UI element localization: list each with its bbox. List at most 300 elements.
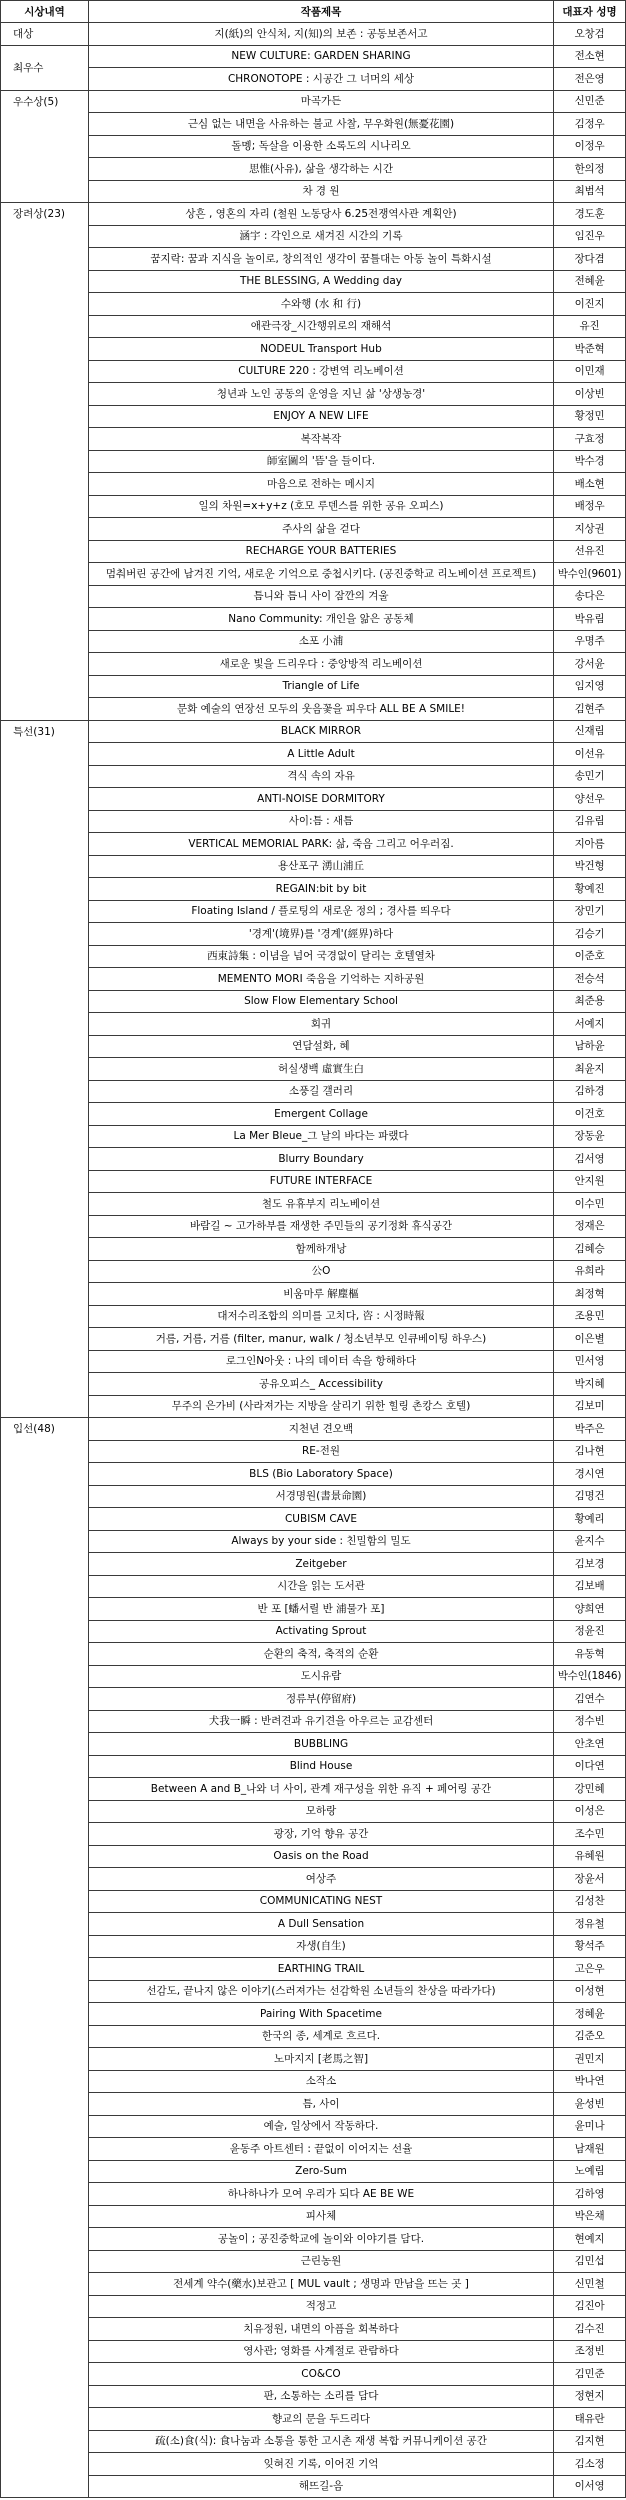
table-row bbox=[1, 653, 626, 676]
header-award: 시상내역 bbox=[1, 1, 89, 23]
table-row bbox=[1, 563, 626, 586]
table-row bbox=[1, 765, 626, 788]
work-title-cell: Pairing With Spacetime bbox=[89, 2003, 554, 2026]
work-title-cell: 선감도, 끝나지 않은 이야기(스러져가는 선감학원 소년들의 찬상을 따라가다) bbox=[89, 1980, 554, 2003]
work-title-cell: 돌멩; 독살을 이용한 소록도의 시나리오 bbox=[89, 135, 554, 158]
representative-name-cell: 김명건 bbox=[554, 1485, 626, 1508]
representative-name-cell: 이서영 bbox=[554, 2475, 626, 2498]
work-title-cell: Activating Sprout bbox=[89, 1620, 554, 1643]
representative-name-cell: 김승기 bbox=[554, 923, 626, 946]
representative-name-cell: 정윤진 bbox=[554, 1620, 626, 1643]
work-title-cell: 여상주 bbox=[89, 1868, 554, 1891]
representative-name-cell: 오창검 bbox=[554, 23, 626, 46]
work-title-cell: CHRONOTOPE : 시공간 그 너머의 세상 bbox=[89, 68, 554, 91]
table-row bbox=[1, 833, 626, 856]
table-row bbox=[1, 1350, 626, 1373]
work-title-cell: 근린농원 bbox=[89, 2250, 554, 2273]
representative-name-cell: 김민준 bbox=[554, 2363, 626, 2386]
representative-name-cell: 안초연 bbox=[554, 1733, 626, 1756]
representative-name-cell: 우명주 bbox=[554, 630, 626, 653]
work-title-cell: 한국의 종, 세계로 흐르다. bbox=[89, 2025, 554, 2048]
representative-name-cell: 이선유 bbox=[554, 743, 626, 766]
representative-name-cell: 윤지수 bbox=[554, 1530, 626, 1553]
table-row bbox=[1, 810, 626, 833]
work-title-cell: 광장, 기억 향유 공간 bbox=[89, 1823, 554, 1846]
work-title-cell: 해뜨길-음 bbox=[89, 2475, 554, 2498]
representative-name-cell: 전은영 bbox=[554, 68, 626, 91]
work-title-cell: 犬我一瞬 : 반려견과 유기견을 아우르는 교감센터 bbox=[89, 1710, 554, 1733]
work-title-cell: 주사의 삶을 걷다 bbox=[89, 518, 554, 541]
table-header-row bbox=[1, 1, 626, 23]
work-title-cell: Always by your side : 친밀함의 밀도 bbox=[89, 1530, 554, 1553]
work-title-cell: REGAIN:bit by bit bbox=[89, 878, 554, 901]
table-row bbox=[1, 1125, 626, 1148]
table-row bbox=[1, 45, 626, 68]
representative-name-cell: 조정빈 bbox=[554, 2340, 626, 2363]
table-row bbox=[1, 2183, 626, 2206]
table-row bbox=[1, 1328, 626, 1351]
representative-name-cell: 강서윤 bbox=[554, 653, 626, 676]
work-title-cell: 하나하나가 모여 우리가 되다 AE BE WE bbox=[89, 2183, 554, 2206]
representative-name-cell: 태유란 bbox=[554, 2408, 626, 2431]
table-row bbox=[1, 2205, 626, 2228]
work-title-cell: CUBISM CAVE bbox=[89, 1508, 554, 1531]
work-title-cell: 차 경 원 bbox=[89, 180, 554, 203]
representative-name-cell: 서예지 bbox=[554, 1013, 626, 1036]
representative-name-cell: 박나연 bbox=[554, 2070, 626, 2093]
table-row bbox=[1, 180, 626, 203]
award-category-cell: 장려상(23) bbox=[1, 203, 89, 721]
table-row bbox=[1, 2025, 626, 2048]
work-title-cell: 思惟(사유), 삶을 생각하는 시간 bbox=[89, 158, 554, 181]
representative-name-cell: 박수인(1846) bbox=[554, 1665, 626, 1688]
table-row bbox=[1, 608, 626, 631]
work-title-cell: BUBBLING bbox=[89, 1733, 554, 1756]
table-row bbox=[1, 1553, 626, 1576]
table-row bbox=[1, 1395, 626, 1418]
representative-name-cell: 정현지 bbox=[554, 2385, 626, 2408]
representative-name-cell: 정재은 bbox=[554, 1215, 626, 1238]
table-row bbox=[1, 248, 626, 271]
table-row bbox=[1, 1238, 626, 1261]
representative-name-cell: 김혜승 bbox=[554, 1238, 626, 1261]
representative-name-cell: 이은별 bbox=[554, 1328, 626, 1351]
table-row bbox=[1, 1463, 626, 1486]
work-title-cell: 근심 없는 내면을 사유하는 불교 사찰, 무우화원(無憂花園) bbox=[89, 113, 554, 136]
work-title-cell: 疏(소)食(식): 食나눔과 소통을 통한 고시촌 재생 복합 커뮤니케이션 공간 bbox=[89, 2430, 554, 2453]
work-title-cell: 틈니와 틈니 사이 잠깐의 겨울 bbox=[89, 585, 554, 608]
representative-name-cell: 이정우 bbox=[554, 135, 626, 158]
representative-name-cell: 임진우 bbox=[554, 225, 626, 248]
representative-name-cell: 유동혁 bbox=[554, 1643, 626, 1666]
representative-name-cell: 송민기 bbox=[554, 765, 626, 788]
representative-name-cell: 권민지 bbox=[554, 2048, 626, 2071]
representative-name-cell: 배정우 bbox=[554, 495, 626, 518]
representative-name-cell: 임지영 bbox=[554, 675, 626, 698]
table-row bbox=[1, 1193, 626, 1216]
work-title-cell: 피사체 bbox=[89, 2205, 554, 2228]
representative-name-cell: 정유철 bbox=[554, 1913, 626, 1936]
work-title-cell: Zero-Sum bbox=[89, 2160, 554, 2183]
representative-name-cell: 조수민 bbox=[554, 1823, 626, 1846]
work-title-cell: 모하랑 bbox=[89, 1800, 554, 1823]
table-row bbox=[1, 1440, 626, 1463]
table-row bbox=[1, 1598, 626, 1621]
work-title-cell: 청년과 노인 공동의 운영을 지닌 삶 '상생농경' bbox=[89, 383, 554, 406]
table-row bbox=[1, 1913, 626, 1936]
table-row bbox=[1, 2295, 626, 2318]
representative-name-cell: 이성현 bbox=[554, 1980, 626, 2003]
work-title-cell: 복작복작 bbox=[89, 428, 554, 451]
work-title-cell: 잊혀진 기록, 이어진 기억 bbox=[89, 2453, 554, 2476]
representative-name-cell: 신재림 bbox=[554, 720, 626, 743]
table-row bbox=[1, 360, 626, 383]
work-title-cell: BLS (Bio Laboratory Space) bbox=[89, 1463, 554, 1486]
table-row bbox=[1, 1035, 626, 1058]
work-title-cell: Emergent Collage bbox=[89, 1103, 554, 1126]
table-row bbox=[1, 1868, 626, 1891]
table-row bbox=[1, 338, 626, 361]
table-row bbox=[1, 2160, 626, 2183]
representative-name-cell: 경시연 bbox=[554, 1463, 626, 1486]
table-row bbox=[1, 1733, 626, 1756]
work-title-cell: 자생(自生) bbox=[89, 1935, 554, 1958]
work-title-cell: 소작소 bbox=[89, 2070, 554, 2093]
table-row bbox=[1, 900, 626, 923]
table-row bbox=[1, 788, 626, 811]
representative-name-cell: 박은채 bbox=[554, 2205, 626, 2228]
work-title-cell: 정류부(停留府) bbox=[89, 1688, 554, 1711]
work-title-cell: 공놀이 ; 공진중학교에 놀이와 이야기를 담다. bbox=[89, 2228, 554, 2251]
table-row bbox=[1, 135, 626, 158]
table-row bbox=[1, 2228, 626, 2251]
table-row bbox=[1, 1845, 626, 1868]
table-row bbox=[1, 158, 626, 181]
table-row bbox=[1, 23, 626, 46]
table-row bbox=[1, 1643, 626, 1666]
table-row bbox=[1, 450, 626, 473]
work-title-cell: 노마지지 [老馬之智] bbox=[89, 2048, 554, 2071]
representative-name-cell: 장민기 bbox=[554, 900, 626, 923]
representative-name-cell: 구효정 bbox=[554, 428, 626, 451]
table-row bbox=[1, 855, 626, 878]
work-title-cell: CULTURE 220 : 강변역 리노베이션 bbox=[89, 360, 554, 383]
representative-name-cell: 김유림 bbox=[554, 810, 626, 833]
table-row bbox=[1, 225, 626, 248]
representative-name-cell: 김정우 bbox=[554, 113, 626, 136]
representative-name-cell: 경도훈 bbox=[554, 203, 626, 226]
table-row bbox=[1, 1485, 626, 1508]
representative-name-cell: 신민철 bbox=[554, 2273, 626, 2296]
work-title-cell: 바람길 ~ 고가하부를 재생한 주민들의 공기정화 휴식공간 bbox=[89, 1215, 554, 1238]
work-title-cell: 소풍길 갤러리 bbox=[89, 1080, 554, 1103]
table-row bbox=[1, 2048, 626, 2071]
work-title-cell: RECHARGE YOUR BATTERIES bbox=[89, 540, 554, 563]
representative-name-cell: 김서영 bbox=[554, 1148, 626, 1171]
representative-name-cell: 이준호 bbox=[554, 945, 626, 968]
table-row bbox=[1, 1170, 626, 1193]
table-row bbox=[1, 1103, 626, 1126]
representative-name-cell: 전소현 bbox=[554, 45, 626, 68]
representative-name-cell: 노예림 bbox=[554, 2160, 626, 2183]
work-title-cell: 비움마루 解塵樞 bbox=[89, 1283, 554, 1306]
work-title-cell: 수와행 (水 和 行) bbox=[89, 293, 554, 316]
work-title-cell: Between A and B_나와 너 사이, 관계 재구성을 위한 유직 + 페어링 공간 bbox=[89, 1778, 554, 1801]
table-row bbox=[1, 1778, 626, 1801]
work-title-cell: 공유오피스_ Accessibility bbox=[89, 1373, 554, 1396]
table-row bbox=[1, 270, 626, 293]
representative-name-cell: 유혜원 bbox=[554, 1845, 626, 1868]
work-title-cell: La Mer Bleue_그 날의 바다는 파랬다 bbox=[89, 1125, 554, 1148]
table-row bbox=[1, 945, 626, 968]
table-row bbox=[1, 2138, 626, 2161]
table-row bbox=[1, 1508, 626, 1531]
work-title-cell: 西東詩集 : 이념을 넘어 국경없이 달리는 호텔열차 bbox=[89, 945, 554, 968]
work-title-cell: 틈, 사이 bbox=[89, 2093, 554, 2116]
representative-name-cell: 전혜윤 bbox=[554, 270, 626, 293]
work-title-cell: A Dull Sensation bbox=[89, 1913, 554, 1936]
table-row bbox=[1, 2115, 626, 2138]
work-title-cell: A Little Adult bbox=[89, 743, 554, 766]
work-title-cell: 로그인N아웃 : 나의 데이터 속을 항해하다 bbox=[89, 1350, 554, 1373]
work-title-cell: 시간을 읽는 도서관 bbox=[89, 1575, 554, 1598]
work-title-cell: ENJOY A NEW LIFE bbox=[89, 405, 554, 428]
work-title-cell: 서경명원(書景命園) bbox=[89, 1485, 554, 1508]
table-row bbox=[1, 2318, 626, 2341]
table-row bbox=[1, 2363, 626, 2386]
representative-name-cell: 송다은 bbox=[554, 585, 626, 608]
representative-name-cell: 고은우 bbox=[554, 1958, 626, 1981]
work-title-cell: 연담설화, 혜 bbox=[89, 1035, 554, 1058]
table-row bbox=[1, 1755, 626, 1778]
work-title-cell: 소포 小浦 bbox=[89, 630, 554, 653]
representative-name-cell: 이민재 bbox=[554, 360, 626, 383]
table-row bbox=[1, 2003, 626, 2026]
table-row bbox=[1, 1013, 626, 1036]
table-row bbox=[1, 2093, 626, 2116]
representative-name-cell: 김소정 bbox=[554, 2453, 626, 2476]
representative-name-cell: 황예진 bbox=[554, 878, 626, 901]
table-row bbox=[1, 1148, 626, 1171]
table-row bbox=[1, 1800, 626, 1823]
table-row bbox=[1, 698, 626, 721]
header-name: 대표자 성명 bbox=[554, 1, 626, 23]
representative-name-cell: 최범석 bbox=[554, 180, 626, 203]
table-row bbox=[1, 518, 626, 541]
work-title-cell: 격식 속의 자유 bbox=[89, 765, 554, 788]
representative-name-cell: 장다겸 bbox=[554, 248, 626, 271]
table-row bbox=[1, 2385, 626, 2408]
table-row bbox=[1, 473, 626, 496]
representative-name-cell: 최정혁 bbox=[554, 1283, 626, 1306]
work-title-cell: 마음으로 전하는 메시지 bbox=[89, 473, 554, 496]
table-row bbox=[1, 293, 626, 316]
representative-name-cell: 김준오 bbox=[554, 2025, 626, 2048]
table-row bbox=[1, 878, 626, 901]
representative-name-cell: 민서영 bbox=[554, 1350, 626, 1373]
representative-name-cell: 남하윤 bbox=[554, 1035, 626, 1058]
table-row bbox=[1, 1890, 626, 1913]
work-title-cell: Floating Island / 플로팅의 새로운 정의 ; 경사를 띄우다 bbox=[89, 900, 554, 923]
representative-name-cell: 남재원 bbox=[554, 2138, 626, 2161]
table-row bbox=[1, 540, 626, 563]
table-row bbox=[1, 383, 626, 406]
work-title-cell: Nano Community: 개인을 앎은 공동체 bbox=[89, 608, 554, 631]
table-row bbox=[1, 1260, 626, 1283]
representative-name-cell: 박수인(9601) bbox=[554, 563, 626, 586]
award-category-cell: 대상 bbox=[1, 23, 89, 46]
representative-name-cell: 김하영 bbox=[554, 2183, 626, 2206]
work-title-cell: 향교의 문을 두드리다 bbox=[89, 2408, 554, 2431]
representative-name-cell: 이상빈 bbox=[554, 383, 626, 406]
table-row bbox=[1, 1058, 626, 1081]
table-row bbox=[1, 1080, 626, 1103]
representative-name-cell: 유진 bbox=[554, 315, 626, 338]
work-title-cell: 적정고 bbox=[89, 2295, 554, 2318]
representative-name-cell: 박주은 bbox=[554, 1418, 626, 1441]
representative-name-cell: 박건형 bbox=[554, 855, 626, 878]
work-title-cell: 상흔 , 영혼의 자리 (철원 노동당사 6.25전쟁역사관 계획안) bbox=[89, 203, 554, 226]
work-title-cell: 전세계 약수(藥水)보관고 [ MUL vault ; 생명과 만남을 뜨는 곳 ] bbox=[89, 2273, 554, 2296]
table-row bbox=[1, 1418, 626, 1441]
representative-name-cell: 황예리 bbox=[554, 1508, 626, 1531]
work-title-cell: 사이:틈 : 새틈 bbox=[89, 810, 554, 833]
table-row bbox=[1, 585, 626, 608]
work-title-cell: 새로운 빛을 드리우다 : 중앙방적 리노베이션 bbox=[89, 653, 554, 676]
table-row bbox=[1, 1935, 626, 1958]
work-title-cell: 涵宇 : 각인으로 새겨진 시간의 기록 bbox=[89, 225, 554, 248]
representative-name-cell: 박수경 bbox=[554, 450, 626, 473]
work-title-cell: COMMUNICATING NEST bbox=[89, 1890, 554, 1913]
header-title: 작품제목 bbox=[89, 1, 554, 23]
representative-name-cell: 김현주 bbox=[554, 698, 626, 721]
work-title-cell: '경계'(境界)를 '경계'(經界)하다 bbox=[89, 923, 554, 946]
work-title-cell: 허실생백 虛實生白 bbox=[89, 1058, 554, 1081]
table-row bbox=[1, 990, 626, 1013]
representative-name-cell: 박유림 bbox=[554, 608, 626, 631]
work-title-cell: ANTI-NOISE DORMITORY bbox=[89, 788, 554, 811]
representative-name-cell: 배소현 bbox=[554, 473, 626, 496]
work-title-cell: 용산포구 湧山浦丘 bbox=[89, 855, 554, 878]
representative-name-cell: 김보경 bbox=[554, 1553, 626, 1576]
representative-name-cell: 장동윤 bbox=[554, 1125, 626, 1148]
representative-name-cell: 조용민 bbox=[554, 1305, 626, 1328]
table-row bbox=[1, 405, 626, 428]
work-title-cell: 철도 유휴부지 리노베이션 bbox=[89, 1193, 554, 1216]
work-title-cell: 지(紙)의 안식처, 지(知)의 보존 : 공동보존서고 bbox=[89, 23, 554, 46]
work-title-cell: VERTICAL MEMORIAL PARK: 삶, 죽음 그리고 어우러짐. bbox=[89, 833, 554, 856]
representative-name-cell: 양선우 bbox=[554, 788, 626, 811]
work-title-cell: 치유정원, 내면의 아픔을 회복하다 bbox=[89, 2318, 554, 2341]
table-row bbox=[1, 1823, 626, 1846]
table-row bbox=[1, 1620, 626, 1643]
table-row bbox=[1, 2453, 626, 2476]
work-title-cell: Zeitgeber bbox=[89, 1553, 554, 1576]
table-row bbox=[1, 2430, 626, 2453]
table-body bbox=[1, 23, 626, 2498]
representative-name-cell: 황정민 bbox=[554, 405, 626, 428]
representative-name-cell: 현예지 bbox=[554, 2228, 626, 2251]
table-row bbox=[1, 495, 626, 518]
work-title-cell: Triangle of Life bbox=[89, 675, 554, 698]
work-title-cell: 영사관; 영화를 사계절로 관람하다 bbox=[89, 2340, 554, 2363]
work-title-cell: BLACK MIRROR bbox=[89, 720, 554, 743]
work-title-cell: CO&CO bbox=[89, 2363, 554, 2386]
table-row bbox=[1, 2250, 626, 2273]
table-row bbox=[1, 1980, 626, 2003]
representative-name-cell: 박준혁 bbox=[554, 338, 626, 361]
table-row bbox=[1, 2070, 626, 2093]
work-title-cell: Blurry Boundary bbox=[89, 1148, 554, 1171]
representative-name-cell: 이건호 bbox=[554, 1103, 626, 1126]
table-row bbox=[1, 1575, 626, 1598]
table-row bbox=[1, 1373, 626, 1396]
table-row bbox=[1, 1688, 626, 1711]
representative-name-cell: 이진지 bbox=[554, 293, 626, 316]
representative-name-cell: 안지원 bbox=[554, 1170, 626, 1193]
table-row bbox=[1, 428, 626, 451]
table-row bbox=[1, 1215, 626, 1238]
representative-name-cell: 장윤서 bbox=[554, 1868, 626, 1891]
work-title-cell: 거름, 거름, 거름 (filter, manur, walk / 청소년부모 인큐베이팅 하우스) bbox=[89, 1328, 554, 1351]
representative-name-cell: 최윤지 bbox=[554, 1058, 626, 1081]
work-title-cell: 반 포 [蟠서릴 반 浦물가 포] bbox=[89, 1598, 554, 1621]
work-title-cell: 예술, 일상에서 작동하다. bbox=[89, 2115, 554, 2138]
table-row bbox=[1, 923, 626, 946]
representative-name-cell: 윤미나 bbox=[554, 2115, 626, 2138]
work-title-cell: 함께하개낭 bbox=[89, 1238, 554, 1261]
table-row bbox=[1, 113, 626, 136]
work-title-cell: 公O bbox=[89, 1260, 554, 1283]
award-category-cell: 우수상(5) bbox=[1, 90, 89, 203]
work-title-cell: 윤동주 아트센터 : 끝없이 이어지는 선율 bbox=[89, 2138, 554, 2161]
representative-name-cell: 이수민 bbox=[554, 1193, 626, 1216]
representative-name-cell: 지상권 bbox=[554, 518, 626, 541]
table-row bbox=[1, 743, 626, 766]
work-title-cell: RE-전원 bbox=[89, 1440, 554, 1463]
representative-name-cell: 윤성빈 bbox=[554, 2093, 626, 2116]
representative-name-cell: 김지현 bbox=[554, 2430, 626, 2453]
award-category-cell: 특선(31) bbox=[1, 720, 89, 1418]
representative-name-cell: 김나현 bbox=[554, 1440, 626, 1463]
table-row bbox=[1, 90, 626, 113]
work-title-cell: 무주의 은가비 (사라져가는 지방을 살리기 위한 힐링 촌캉스 호텔) bbox=[89, 1395, 554, 1418]
work-title-cell: 멈춰버린 공간에 남겨진 기억, 새로운 기억으로 중첩시키다. (공진중학교 리노베이션 프로젝트) bbox=[89, 563, 554, 586]
table-row bbox=[1, 968, 626, 991]
table-row bbox=[1, 68, 626, 91]
work-title-cell: EARTHING TRAIL bbox=[89, 1958, 554, 1981]
award-category-cell: 입선(48) bbox=[1, 1418, 89, 2498]
representative-name-cell: 한의정 bbox=[554, 158, 626, 181]
work-title-cell: 지천년 견오백 bbox=[89, 1418, 554, 1441]
work-title-cell: 대저수리조합의 의미를 고치다, 咨 : 시정時報 bbox=[89, 1305, 554, 1328]
work-title-cell: 문화 예술의 연장선 모두의 웃음꽃을 피우다 ALL BE A SMILE! bbox=[89, 698, 554, 721]
work-title-cell: NEW CULTURE: GARDEN SHARING bbox=[89, 45, 554, 68]
representative-name-cell: 김진아 bbox=[554, 2295, 626, 2318]
representative-name-cell: 신민준 bbox=[554, 90, 626, 113]
representative-name-cell: 황석주 bbox=[554, 1935, 626, 1958]
representative-name-cell: 김연수 bbox=[554, 1688, 626, 1711]
representative-name-cell: 전승석 bbox=[554, 968, 626, 991]
table-row bbox=[1, 1530, 626, 1553]
representative-name-cell: 선유진 bbox=[554, 540, 626, 563]
work-title-cell: Slow Flow Elementary School bbox=[89, 990, 554, 1013]
representative-name-cell: 유희라 bbox=[554, 1260, 626, 1283]
work-title-cell: NODEUL Transport Hub bbox=[89, 338, 554, 361]
representative-name-cell: 김보배 bbox=[554, 1575, 626, 1598]
work-title-cell: 꿈지락: 꿈과 지식을 놀이로, 창의적인 생각이 꿈틀대는 아동 놀이 특화시설 bbox=[89, 248, 554, 271]
representative-name-cell: 정혜윤 bbox=[554, 2003, 626, 2026]
